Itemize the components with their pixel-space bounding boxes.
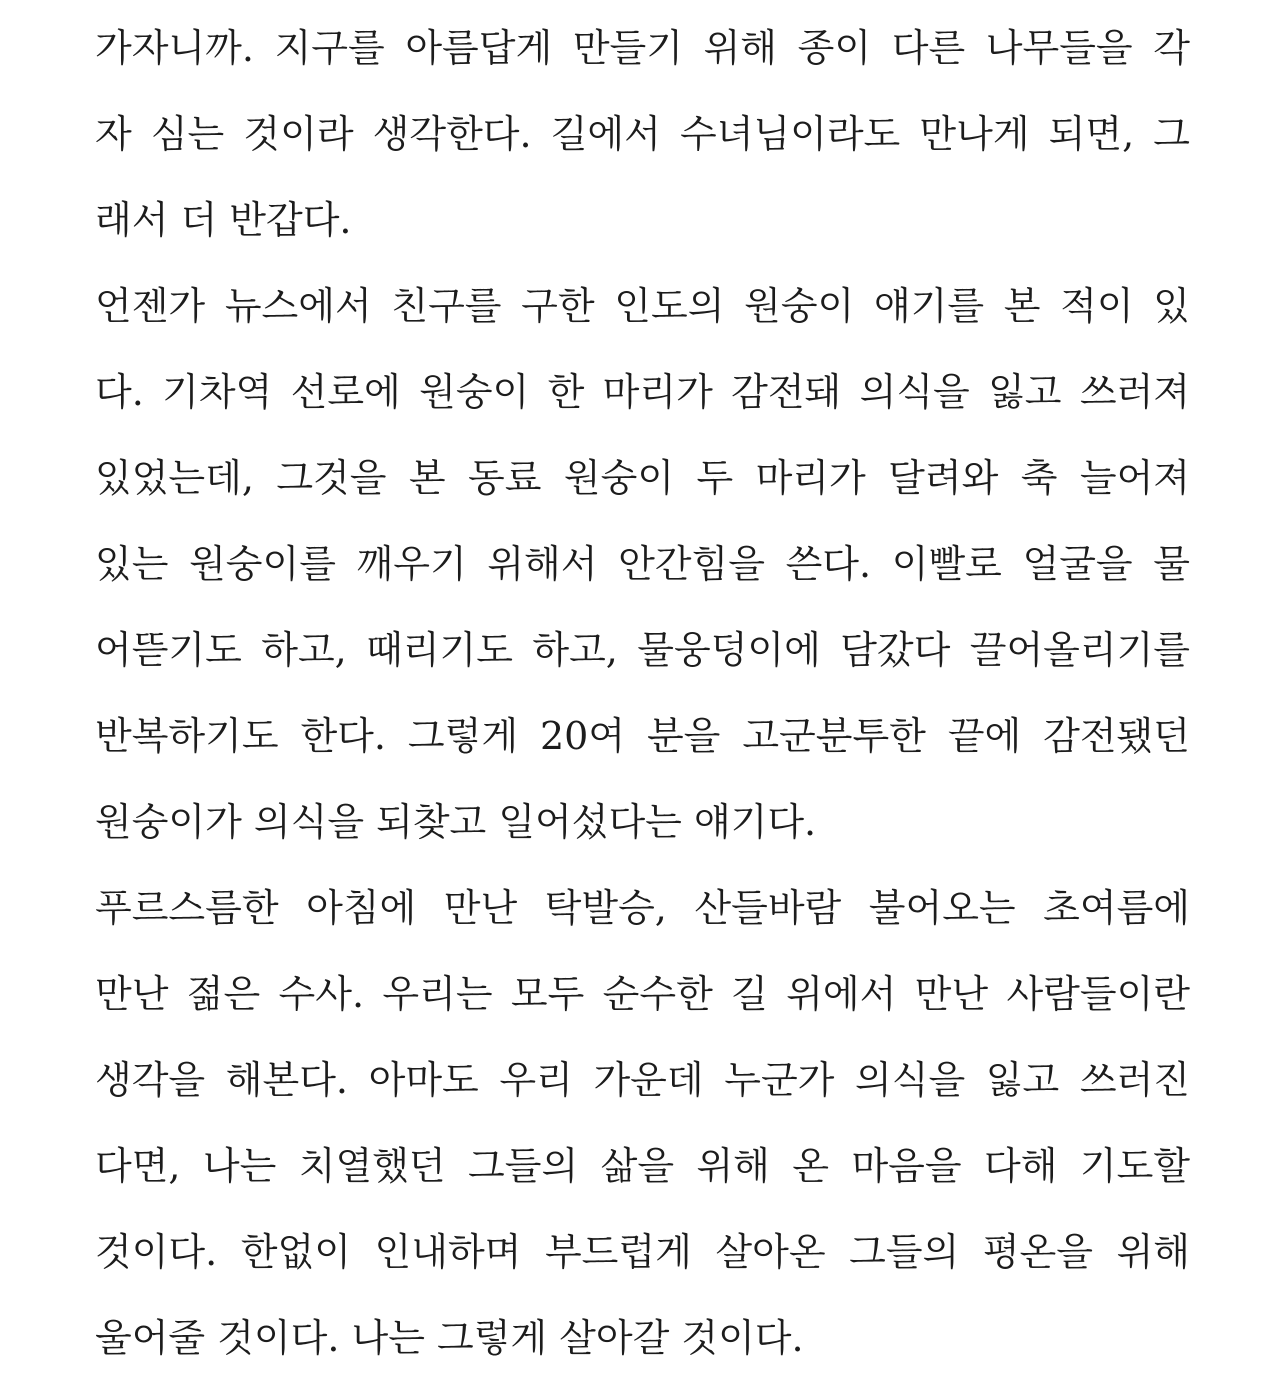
text-line: 어뜯기도 하고, 때리기도 하고, 물웅덩이에 담갔다 끌어올리기를	[95, 628, 1190, 672]
text-line: 다면, 나는 치열했던 그들의 삶을 위해 온 마음을 다해 기도할	[95, 1144, 1190, 1188]
text-line: 가자니까. 지구를 아름답게 만들기 위해 종이 다른 나무들을 각	[95, 26, 1190, 70]
text-line: 자 심는 것이라 생각한다. 길에서 수녀님이라도 만나게 되면, 그	[95, 112, 1190, 156]
text-line: 반복하기도 한다. 그렇게 20여 분을 고군분투한 끝에 감전됐던	[95, 714, 1190, 758]
text-line: 있었는데, 그것을 본 동료 원숭이 두 마리가 달려와 축 늘어져	[95, 456, 1190, 500]
text-line: 래서 더 반갑다.	[95, 198, 352, 242]
text-line: 푸르스름한 아침에 만난 탁발승, 산들바람 불어오는 초여름에	[95, 886, 1190, 930]
text-line: 있는 원숭이를 깨우기 위해서 안간힘을 쓴다. 이빨로 얼굴을 물	[95, 542, 1190, 586]
text-line: 원숭이가 의식을 되찾고 일어섰다는 얘기다.	[95, 800, 817, 844]
text-line: 다. 기차역 선로에 원숭이 한 마리가 감전돼 의식을 잃고 쓰러져	[95, 370, 1190, 414]
text-line: 생각을 해본다. 아마도 우리 가운데 누군가 의식을 잃고 쓰러진	[95, 1058, 1190, 1102]
text-line: 울어줄 것이다. 나는 그렇게 살아갈 것이다.	[95, 1316, 804, 1360]
text-line: 언젠가 뉴스에서 친구를 구한 인도의 원숭이 얘기를 본 적이 있	[95, 284, 1190, 328]
text-line: 만난 젊은 수사. 우리는 모두 순수한 길 위에서 만난 사람들이란	[95, 972, 1190, 1016]
document-page	[95, 20, 1190, 1396]
text-line: 것이다. 한없이 인내하며 부드럽게 살아온 그들의 평온을 위해	[95, 1230, 1190, 1274]
